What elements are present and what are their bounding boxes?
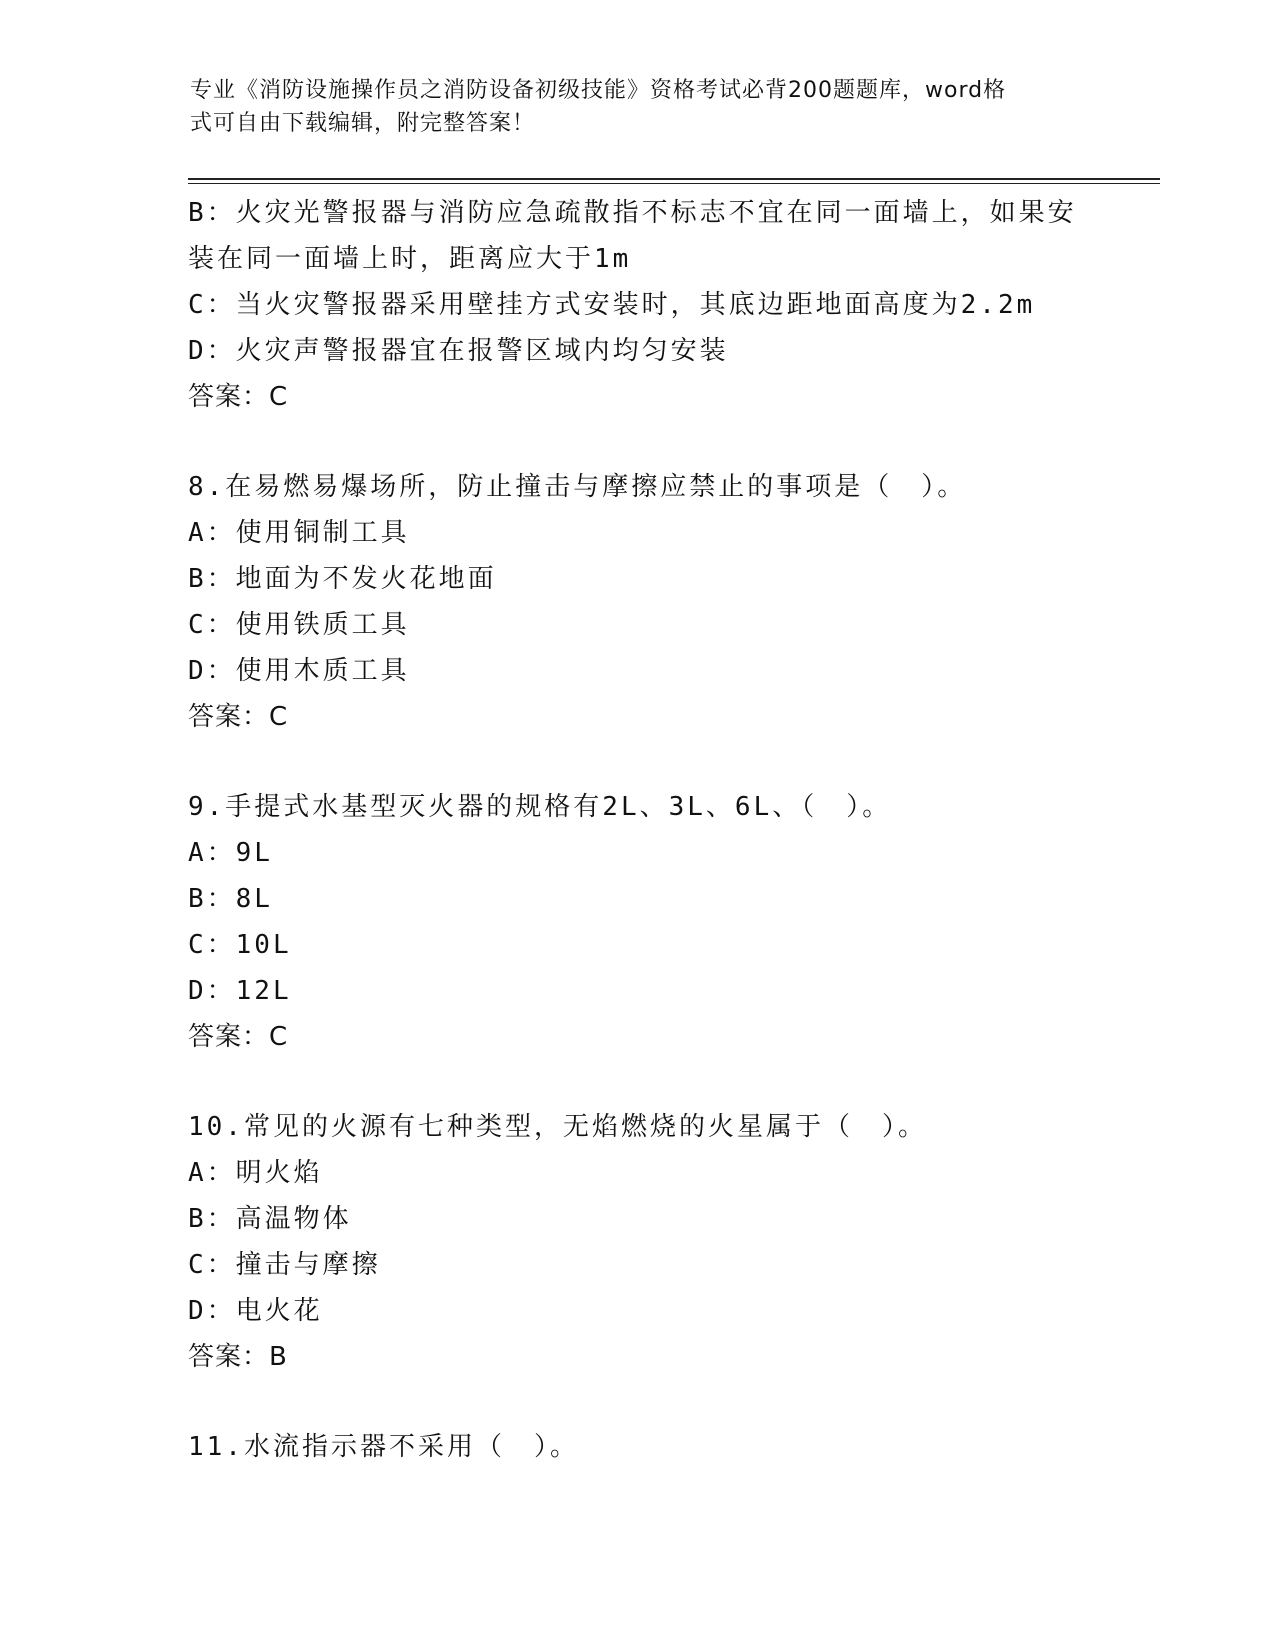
answer: 答案：B: [188, 1342, 288, 1372]
header-divider-thick: [188, 178, 1160, 180]
spacer: [188, 740, 1108, 784]
option-b: B：火灾光警报器与消防应急疏散指不标志不宜在同一面墙上，如果安: [188, 198, 1077, 228]
question-list: [188, 190, 1108, 1470]
option-d: D：12L: [188, 976, 292, 1006]
option-c: C：当火灾警报器采用壁挂方式安装时，其底边距地面高度为2.2m: [188, 290, 1036, 320]
question-8: [188, 464, 1108, 740]
option-c: C：撞击与摩擦: [188, 1250, 381, 1280]
question-10: [188, 1104, 1108, 1380]
option-b: B：高温物体: [188, 1204, 352, 1234]
question-text: 9.手提式水基型灭火器的规格有2L、3L、6L、（ ）。: [188, 792, 892, 822]
option-c: C：10L: [188, 930, 292, 960]
question-text: 10.常见的火源有七种类型，无焰燃烧的火星属于（ ）。: [188, 1112, 927, 1142]
option-d: D：电火花: [188, 1296, 323, 1326]
spacer: [188, 1060, 1108, 1104]
spacer: [188, 420, 1108, 464]
answer: 答案：C: [188, 1022, 289, 1052]
question-text: 8.在易燃易爆场所，防止撞击与摩擦应禁止的事项是（ ）。: [188, 472, 967, 502]
option-b: B：8L: [188, 884, 273, 914]
question-9: [188, 784, 1108, 1060]
answer: 答案：C: [188, 702, 289, 732]
question-text: 11.水流指示器不采用（ ）。: [188, 1432, 579, 1462]
option-a: A：明火焰: [188, 1158, 323, 1188]
option-a: A：使用铜制工具: [188, 518, 410, 548]
question-7: [188, 190, 1108, 420]
option-b-continued: 装在同一面墙上时，距离应大于1m: [188, 244, 632, 274]
document-header: [190, 74, 1090, 140]
header-line-1: 专业《消防设施操作员之消防设备初级技能》资格考试必背200题题库，word格: [190, 78, 1007, 103]
question-11: [188, 1424, 1108, 1470]
spacer: [188, 1380, 1108, 1424]
answer: 答案：C: [188, 382, 289, 412]
option-d: D：使用木质工具: [188, 656, 410, 686]
option-a: A：9L: [188, 838, 273, 868]
header-line-2: 式可自由下载编辑，附完整答案！: [190, 111, 536, 136]
option-c: C：使用铁质工具: [188, 610, 410, 640]
option-d: D：火灾声警报器宜在报警区域内均匀安装: [188, 336, 729, 366]
option-b: B：地面为不发火花地面: [188, 564, 497, 594]
header-divider-thin: [188, 183, 1160, 184]
